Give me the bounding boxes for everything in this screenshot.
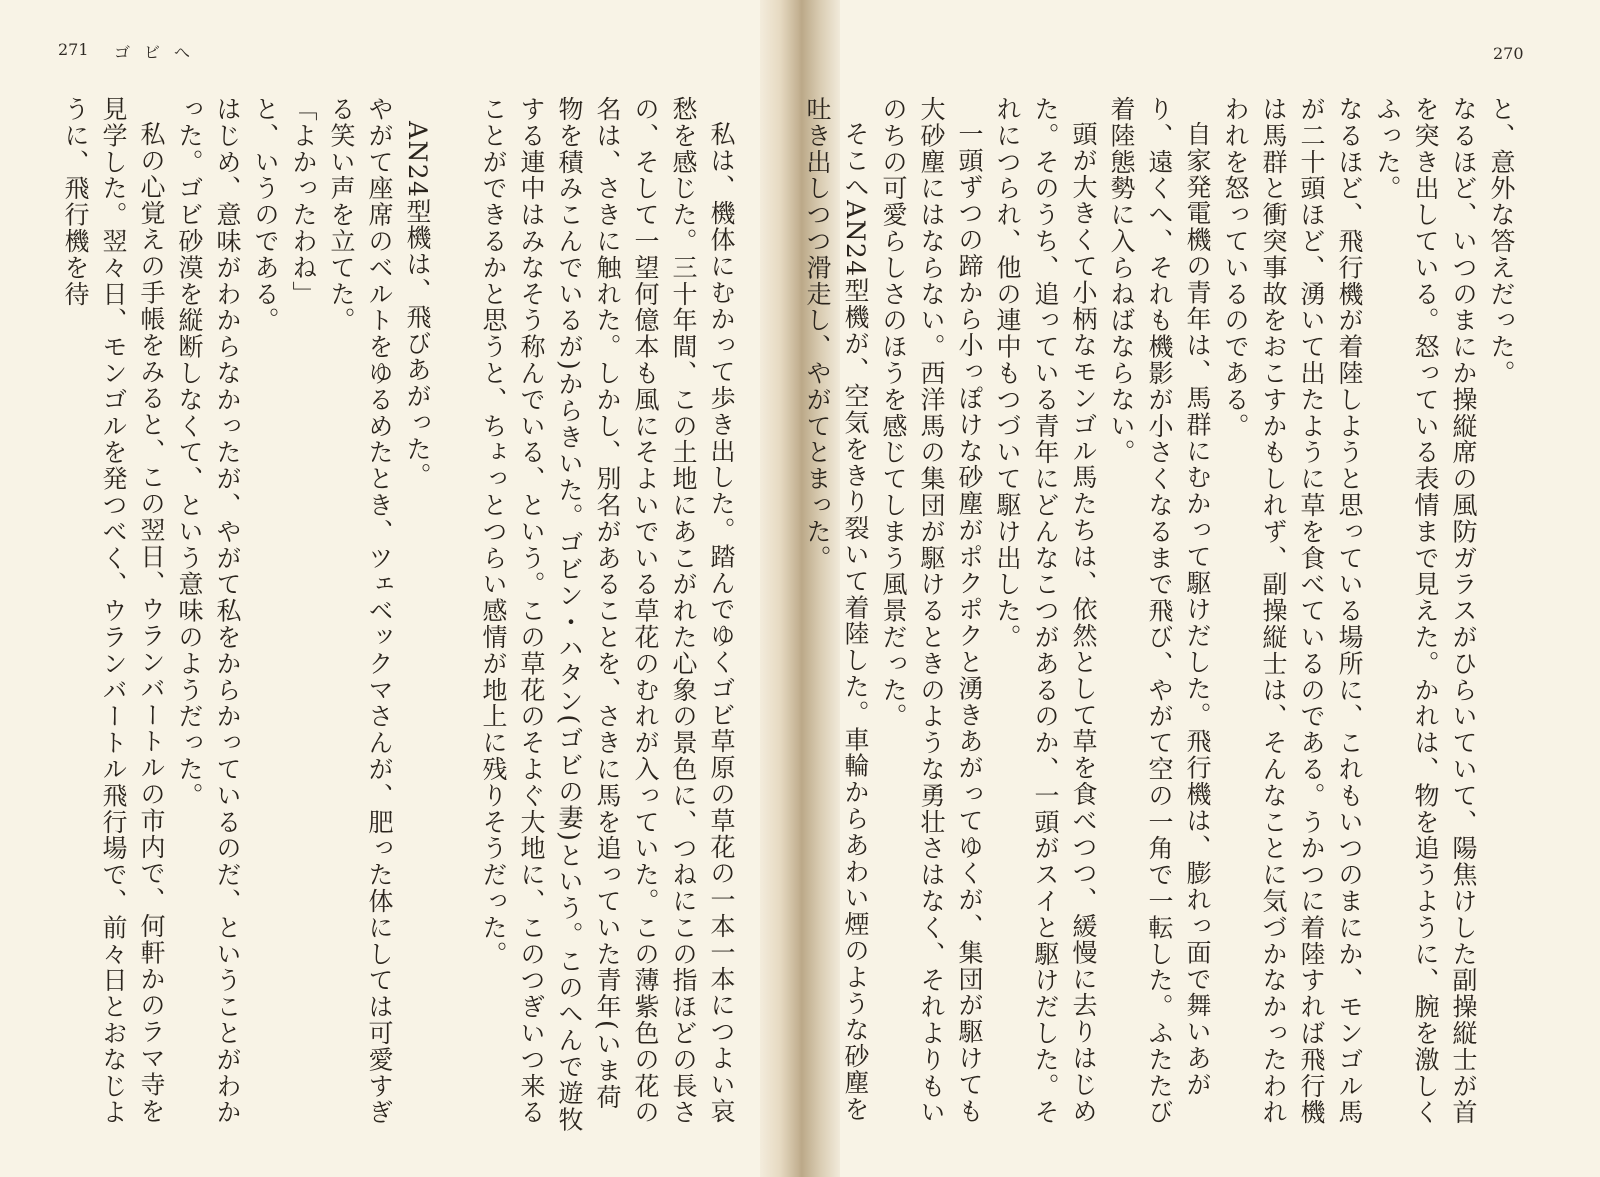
paragraph: そこへAN24型機が、空気をきり裂いて着陸した。車輪からあわい煙のような砂塵を吐き出しつつ滑走し、やがてとまった。 (803, 96, 870, 1123)
paragraph: と、意外な答えだった。 (1487, 96, 1516, 387)
running-title: ゴビへ (114, 43, 205, 62)
paragraph: と、いうのである。 (251, 96, 280, 334)
paragraph: 一頭ずつの蹄から小っぽけな砂塵がポクポクと湧きあがってゆくが、集団が駆けても大砂塵にはならない。西洋馬の集団が駆けるときのような勇壮さはなく、それよりもいのちの可愛らしさのほうを感じてしまう風景だった。 (879, 96, 984, 1126)
right-page-text (803, 96, 1520, 1136)
paragraph: なるほど、いつのまにか操縦席の風防ガラスがひらいていて、陽焦けした副操縦士が首を突き出している。怒っている表情まで見えた。かれは、物を追うように、腕を激しくふった。 (1373, 96, 1478, 1126)
paragraph: 私の心覚えの手帳をみると、この翌日、ウランバートルの市内で、何軒かのラマ寺を見学した。翌々日、モンゴルを発つべく、ウランバートル飛行場で、前々日とおなじように、飛行機を待 (61, 96, 166, 1126)
left-page-text (60, 96, 740, 1136)
dialogue-line: 「よかったわね」 (289, 96, 318, 308)
paragraph: なるほど、飛行機が着陸しようと思っている場所に、これもいつのまにか、モンゴル馬が二十頭ほど、湧いて出たように草を食べているのである。うかつに着陸すれば飛行機は馬群と衝突事故をおこすかもしれず、副操縦士は、そんなことに気づかなかったわれわれを怒っているのである。 (1221, 96, 1364, 1126)
paragraph: やがて座席のベルトをゆるめたとき、ツェベックマさんが、肥った体にしては可愛すぎる笑い声を立てた。 (327, 96, 394, 1126)
paragraph: 自家発電機の青年は、馬群にむかって駆けだした。飛行機は、膨れっ面で舞いあがり、遠くへ、それも機影が小さくなるまで飛び、やがて空の一角で一転した。ふたたび着陸態勢に入らねばならない。 (1107, 96, 1212, 1126)
paragraph: 頭が大きくて小柄なモンゴル馬たちは、依然として草を食べつつ、緩慢に去りはじめた。そのうち、追っている青年にどんなこつがあるのか、一頭がスイと駆けだした。それにつられ、他の連中もつづいて駆け出した。 (993, 96, 1098, 1126)
paragraph: 私は、機体にむかって歩き出した。踏んでゆくゴビ草原の草花の一本一本につよい哀愁を感じた。三十年間、この土地にあこがれた心象の景色に、つねにこの指ほどの長さの、そして一望何億本も風にそよいでいる草花のむれが入っていた。この薄紫色の花の名は、さきに触れた。しかし、別名があることを、さきに馬を追っていた青年(いま荷物を積みこんでいるが)からきいた。ゴビン・ハタン(ゴビの妻)という。このへんで遊牧する連中はみなそう称んでいる、という。この草花のそよぐ大地に、このつぎいつ来ることができるかと思うと、ちょっとつらい感情が地上に残りそうだった。 (479, 96, 736, 1133)
page-number-left: 271 (58, 40, 89, 59)
paragraph: AN24型機は、飛びあがった。 (403, 121, 432, 489)
page-number-right: 270 (1493, 44, 1524, 63)
paragraph: はじめ、意味がわからなかったが、やがて私をからかっているのだ、ということがわかった。ゴビ砂漠を縦断しなくて、という意味のようだった。 (175, 96, 242, 1126)
